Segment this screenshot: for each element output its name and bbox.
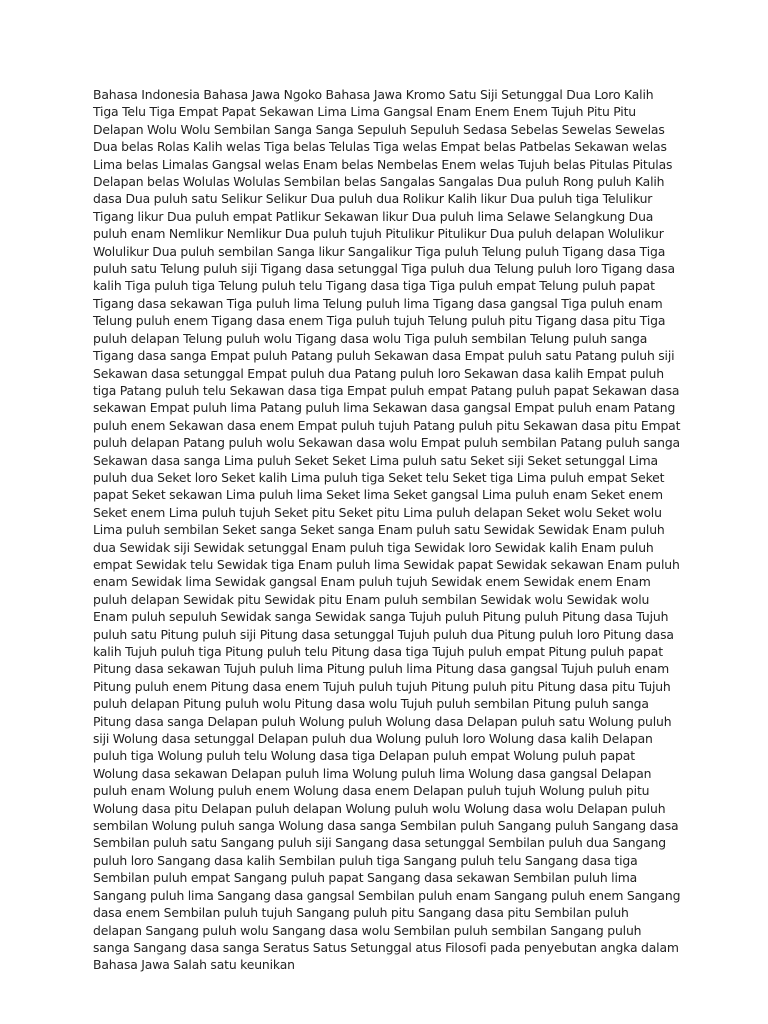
number-names-paragraph: Bahasa Indonesia Bahasa Jawa Ngoko Bahasa Jawa Kromo Satu Siji Setunggal Dua Loro Kalih Tiga Telu Tiga Empat Papat Sekawan Lima Lima Gangsal Enam Enem Enem Tujuh Pitu Pitu Delapan Wolu Wolu Sembilan Sanga Sanga Sepuluh Sepuluh Sedasa Sebelas Sewelas Sewelas Dua belas Rolas Kalih welas Tiga belas Telulas Tiga welas Empat belas Patbelas Sekawan welas Lima belas Limalas Gangsal welas Enam belas Nembelas Enem welas Tujuh belas Pitulas Pitulas Delapan belas Wolulas Wolulas Sembilan belas Sangalas Sangalas Dua puluh Rong puluh Kalih dasa Dua puluh satu Selikur Selikur Dua puluh dua Rolikur Kalih likur Dua puluh tiga Telulikur Tigang likur Dua puluh empat Patlikur Sekawan likur Dua puluh lima Selawe Selangkung Dua puluh enam Nemlikur Nemlikur Dua puluh tujuh Pitulikur Pitulikur Dua puluh delapan Wolulikur Wolulikur Dua puluh sembilan Sanga likur Sangalikur Tiga puluh Telung puluh Tigang dasa Tiga puluh satu Telung puluh siji Tigang dasa setunggal Tiga puluh dua Telung puluh loro Tigang dasa kalih Tiga puluh tiga Telung puluh telu Tigang dasa tiga Tiga puluh empat Telung puluh papat Tigang dasa sekawan Tiga puluh lima Telung puluh lima Tigang dasa gangsal Tiga puluh enam Telung puluh enem Tigang dasa enem Tiga puluh tujuh Telung puluh pitu Tigang dasa pitu Tiga puluh delapan Telung puluh wolu Tigang dasa wolu Tiga puluh sembilan Telung puluh sanga Tigang dasa sanga Empat puluh Patang puluh Sekawan dasa Empat puluh satu Patang puluh siji Sekawan dasa setunggal Empat puluh dua Patang puluh loro Sekawan dasa kalih Empat puluh tiga Patang puluh telu Sekawan dasa tiga Empat puluh empat Patang puluh papat Sekawan dasa sekawan Empat puluh lima Patang puluh lima Sekawan dasa gangsal Empat puluh enam Patang puluh enem Sekawan dasa enem Empat puluh tujuh Patang puluh pitu Sekawan dasa pitu Empat puluh delapan Patang puluh wolu Sekawan dasa wolu Empat puluh sembilan Patang puluh sanga Sekawan dasa sanga Lima puluh Seket Seket Lima puluh satu Seket siji Seket setunggal Lima puluh dua Seket loro Seket kalih Lima puluh tiga Seket telu Seket tiga Lima puluh empat Seket papat Seket sekawan Lima puluh lima Seket lima Seket gangsal Lima puluh enam Seket enem Seket enem Lima puluh tujuh Seket pitu Seket pitu Lima puluh delapan Seket wolu Seket wolu Lima puluh sembilan Seket sanga Seket sanga Enam puluh satu Sewidak Sewidak Enam puluh dua Sewidak siji Sewidak setunggal Enam puluh tiga Sewidak loro Sewidak kalih Enam puluh empat Sewidak telu Sewidak tiga Enam puluh lima Sewidak papat Sewidak sekawan Enam puluh enam Sewidak lima Sewidak gangsal Enam puluh tujuh Sewidak enem Sewidak enem Enam puluh delapan Sewidak pitu Sewidak pitu Enam puluh sembilan Sewidak wolu Sewidak wolu Enam puluh sepuluh Sewidak sanga Sewidak sanga Tujuh puluh Pitung puluh Pitung dasa Tujuh puluh satu Pitung puluh siji Pitung dasa setunggal Tujuh puluh dua Pitung puluh loro Pitung dasa kalih Tujuh puluh tiga Pitung puluh telu Pitung dasa tiga Tujuh puluh empat Pitung puluh papat Pitung dasa sekawan Tujuh puluh lima Pitung puluh lima Pitung dasa gangsal Tujuh puluh enam Pitung puluh enem Pitung dasa enem Tujuh puluh tujuh Pitung puluh pitu Pitung dasa pitu Tujuh puluh delapan Pitung puluh wolu Pitung dasa wolu Tujuh puluh sembilan Pitung puluh sanga Pitung dasa sanga Delapan puluh Wolung puluh Wolung dasa Delapan puluh satu Wolung puluh siji Wolung dasa setunggal Delapan puluh dua Wolung puluh loro Wolung dasa kalih Delapan puluh tiga Wolung puluh telu Wolung dasa tiga Delapan puluh empat Wolung puluh papat Wolung dasa sekawan Delapan puluh lima Wolung puluh lima Wolung dasa gangsal Delapan puluh enam Wolung puluh enem Wolung dasa enem Delapan puluh tujuh Wolung puluh pitu Wolung dasa pitu Delapan puluh delapan Wolung puluh wolu Wolung dasa wolu Delapan puluh sembilan Wolung puluh sanga Wolung dasa sanga Sembilan puluh Sangang puluh Sangang dasa Sembilan puluh satu Sangang puluh siji Sangang dasa setunggal Sembilan puluh dua Sangang puluh loro Sangang dasa kalih Sembilan puluh tiga Sangang puluh telu Sangang dasa tiga Sembilan puluh empat Sangang puluh papat Sangang dasa sekawan Sembilan puluh lima Sangang puluh lima Sangang dasa gangsal Sembilan puluh enam Sangang puluh enem Sangang dasa enem Sembilan puluh tujuh Sangang puluh pitu Sangang dasa pitu Sembilan puluh delapan Sangang puluh wolu Sangang dasa wolu Sembilan puluh sembilan Sangang puluh sanga Sangang dasa sanga Seratus Satus Setunggal atus Filosofi pada penyebutan angka dalam Bahasa Jawa Salah satu keunikan — [93, 87, 681, 973]
document-page — [93, 86, 681, 974]
